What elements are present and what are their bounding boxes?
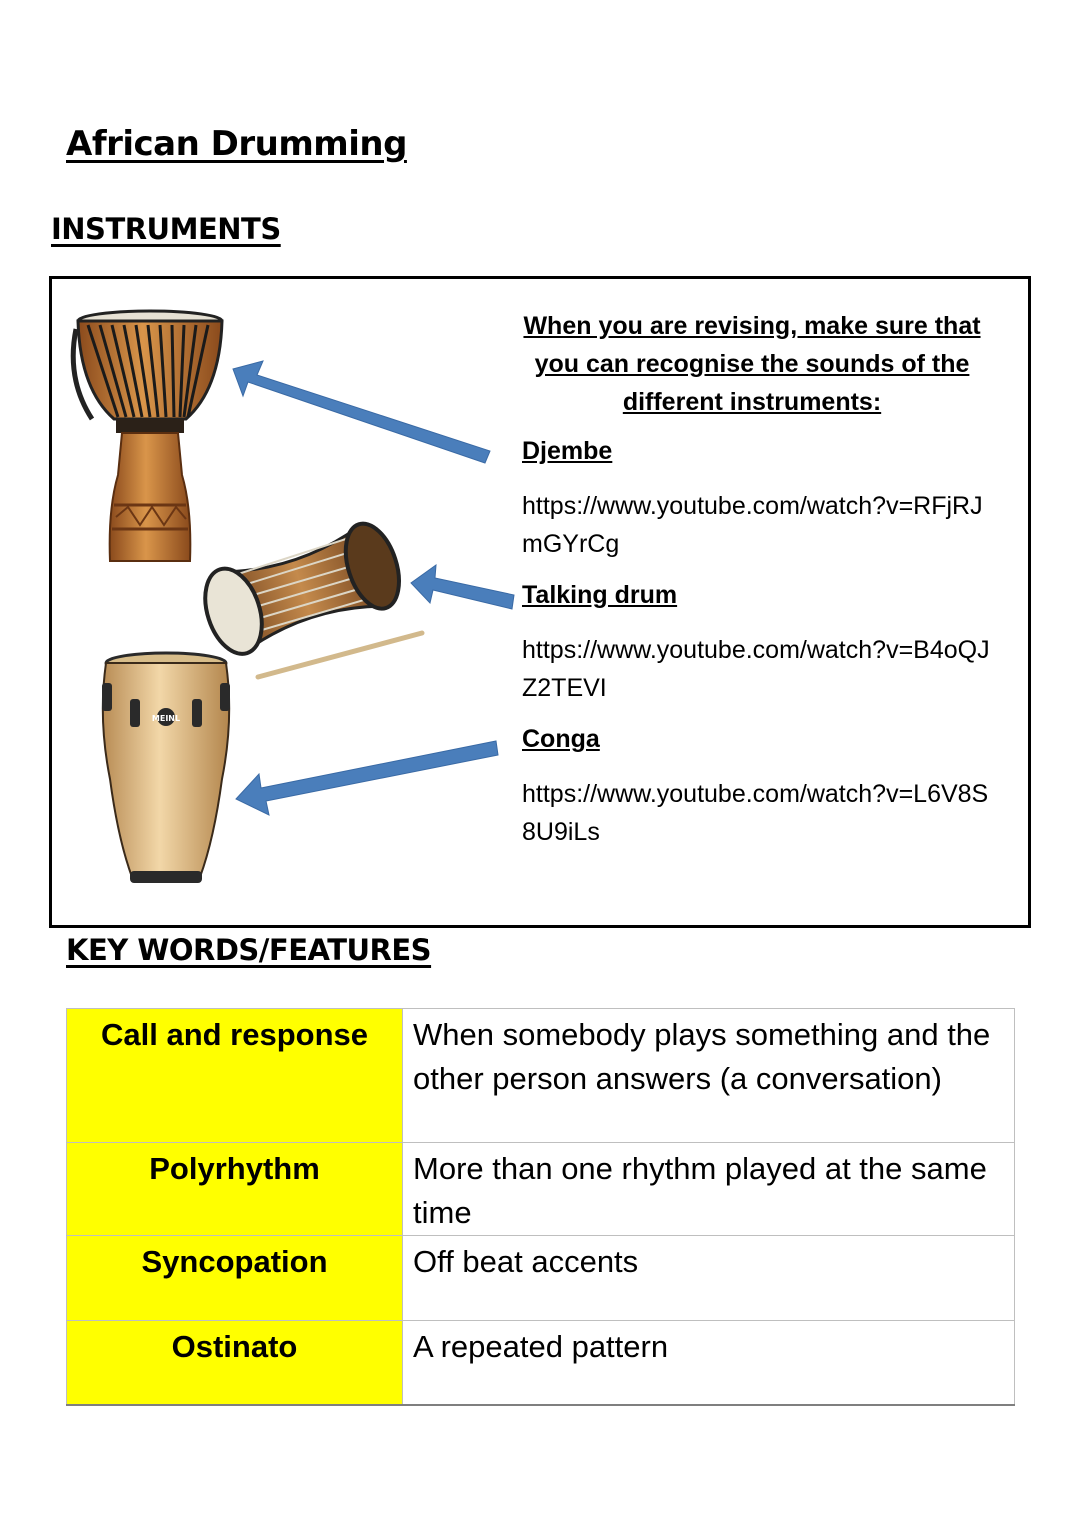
conga-drum-icon [102,653,230,883]
keywords-heading: KEY WORDS/FEATURES [66,933,432,967]
arrow-to-djembe [233,361,490,463]
page-title: African Drumming [66,124,407,164]
key-word-term: Syncopation [67,1236,403,1321]
key-word-term: Polyrhythm [67,1143,403,1236]
table-row [67,1236,1015,1321]
arrow-to-talking-drum [411,565,514,609]
key-word-definition: More than one rhythm played at the same time [403,1143,1015,1236]
key-words-table [66,1008,1015,1406]
instrument-name-conga: Conga [522,725,600,753]
key-word-term: Call and response [67,1009,403,1143]
table-row [67,1321,1015,1405]
instrument-link-djembe[interactable]: https://www.youtube.com/watch?v=RFjRJmGYrCg [522,492,983,558]
revision-note: When you are revising, make sure that you can recognise the sounds of the different instruments: [523,312,981,416]
instruments-heading: INSTRUMENTS [51,212,281,246]
talking-drum-icon [195,517,409,661]
key-word-definition: A repeated pattern [403,1321,1015,1405]
table-row [67,1143,1015,1236]
key-word-definition: Off beat accents [403,1236,1015,1321]
arrow-to-conga [236,741,498,815]
drum-stick-icon [258,633,422,677]
conga-logo: MEINL [151,714,181,723]
djembe-drum-icon [73,311,222,561]
key-word-definition: When somebody plays something and the other person answers (a conversation) [403,1009,1015,1143]
table-row [67,1009,1015,1143]
instrument-link-conga[interactable]: https://www.youtube.com/watch?v=L6V8S8U9iLs [522,780,989,846]
instruments-box [49,276,1031,928]
instrument-link-talking-drum[interactable]: https://www.youtube.com/watch?v=B4oQJZ2TEVI [522,636,990,702]
instrument-name-djembe: Djembe [522,437,613,465]
key-word-term: Ostinato [67,1321,403,1405]
instrument-name-talking-drum: Talking drum [522,581,678,609]
